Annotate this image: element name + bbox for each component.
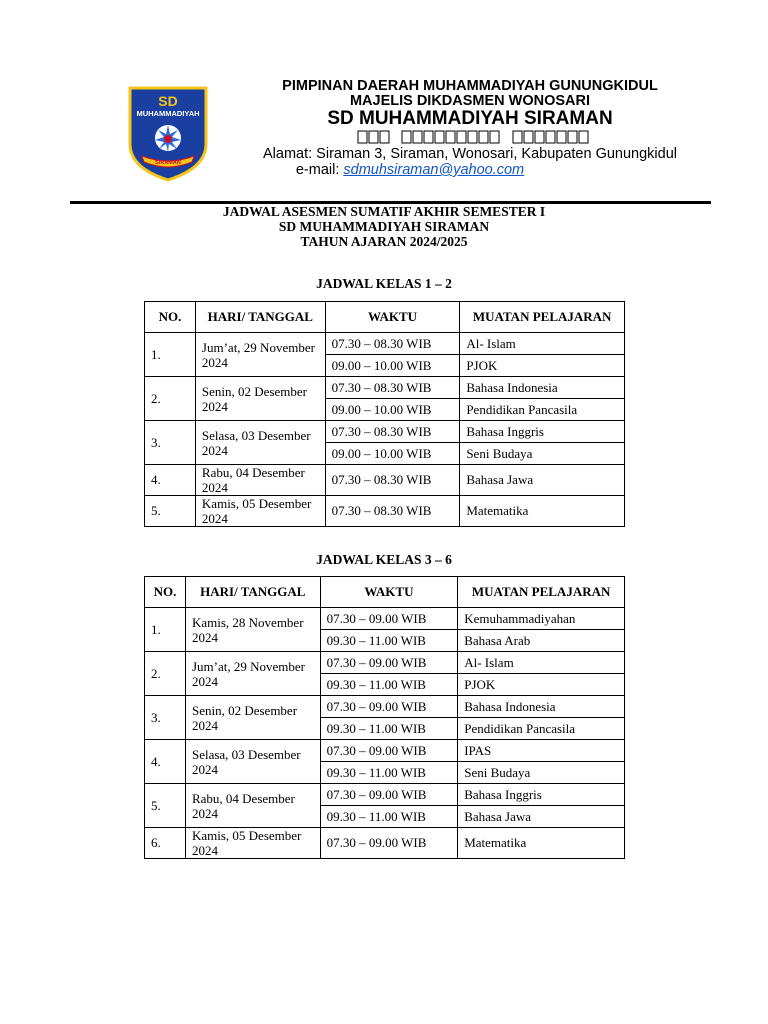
table-row (145, 608, 625, 630)
row-number: 6. (145, 828, 186, 859)
time-cell: 07.30 – 08.30 WIB (325, 377, 460, 399)
doc-title-line-2: SD MUHAMMADIYAH SIRAMAN (278, 219, 490, 234)
table-header-row (145, 302, 625, 333)
email-link[interactable]: sdmuhsiraman@yahoo.com (343, 162, 525, 178)
table-row (145, 828, 625, 859)
table-row (145, 496, 625, 527)
table-row (145, 696, 625, 718)
time-cell: 07.30 – 09.00 WIB (320, 784, 458, 806)
table-header-row (145, 577, 625, 608)
subject-cell: Pendidikan Pancasila (460, 399, 625, 421)
org-line-1: PIMPINAN DAERAH MUHAMMADIYAH GUNUNGKIDUL (282, 78, 658, 94)
subject-cell: PJOK (460, 355, 625, 377)
day-date-cell: Jum’at, 29 November 2024 (195, 333, 325, 377)
day-date-cell: Senin, 02 Desember 2024 (185, 696, 320, 740)
table-row (145, 740, 625, 762)
time-cell: 07.30 – 09.00 WIB (320, 608, 458, 630)
column-header: WAKTU (320, 577, 458, 608)
email-line (180, 162, 640, 178)
schedule-heading-1: JADWAL KELAS 1 – 2 (316, 276, 452, 291)
row-number: 1. (145, 608, 186, 652)
logo-ribbon-text: SIRAMAN (155, 160, 181, 166)
row-number: 1. (145, 333, 196, 377)
row-number: 5. (145, 496, 196, 527)
school-name: SD MUHAMMADIYAH SIRAMAN (327, 108, 613, 129)
day-date-cell: Kamis, 05 Desember 2024 (195, 496, 325, 527)
logo-text-top: SD (158, 93, 178, 109)
time-cell: 09.00 – 10.00 WIB (325, 443, 460, 465)
schedule-table-kelas-3-6 (144, 576, 625, 859)
day-date-cell: Kamis, 05 Desember 2024 (185, 828, 320, 859)
table-row (145, 421, 625, 443)
time-cell: 07.30 – 09.00 WIB (320, 828, 458, 859)
doc-title-line-1: JADWAL ASESMEN SUMATIF AKHIR SEMESTER I (222, 204, 546, 219)
subject-cell: Bahasa Jawa (458, 806, 625, 828)
row-number: 4. (145, 465, 196, 496)
time-cell: 07.30 – 08.30 WIB (325, 496, 460, 527)
subject-cell: Bahasa Inggris (458, 784, 625, 806)
subject-cell: Bahasa Indonesia (460, 377, 625, 399)
doc-title-line-3: TAHUN AJARAN 2024/2025 (300, 234, 468, 249)
time-cell: 07.30 – 08.30 WIB (325, 465, 460, 496)
arabic-script-placeholder (230, 128, 710, 146)
schedule-table-kelas-1-2 (144, 301, 625, 527)
time-cell: 07.30 – 09.00 WIB (320, 652, 458, 674)
table-row (145, 333, 625, 355)
time-cell: 07.30 – 09.00 WIB (320, 696, 458, 718)
time-cell: 09.30 – 11.00 WIB (320, 806, 458, 828)
time-cell: 09.30 – 11.00 WIB (320, 762, 458, 784)
school-address: Alamat: Siraman 3, Siraman, Wonosari, Kabupaten Gunungkidul (262, 146, 677, 162)
time-cell: 09.30 – 11.00 WIB (320, 630, 458, 652)
time-cell: 09.30 – 11.00 WIB (320, 674, 458, 696)
table-row (145, 377, 625, 399)
time-cell: 07.30 – 09.00 WIB (320, 740, 458, 762)
column-header: WAKTU (325, 302, 460, 333)
subject-cell: Matematika (458, 828, 625, 859)
day-date-cell: Selasa, 03 Desember 2024 (185, 740, 320, 784)
column-header: NO. (145, 302, 196, 333)
subject-cell: Pendidikan Pancasila (458, 718, 625, 740)
row-number: 4. (145, 740, 186, 784)
subject-cell: Al- Islam (460, 333, 625, 355)
subject-cell: Seni Budaya (458, 762, 625, 784)
column-header: MUATAN PELAJARAN (460, 302, 625, 333)
time-cell: 07.30 – 08.30 WIB (325, 333, 460, 355)
subject-cell: Kemuhammadiyahan (458, 608, 625, 630)
column-header: MUATAN PELAJARAN (458, 577, 625, 608)
row-number: 3. (145, 421, 196, 465)
subject-cell: Bahasa Indonesia (458, 696, 625, 718)
logo-text-mid: MUHAMMADIYAH (136, 109, 200, 118)
row-number: 3. (145, 696, 186, 740)
time-cell: 07.30 – 08.30 WIB (325, 421, 460, 443)
day-date-cell: Rabu, 04 Desember 2024 (185, 784, 320, 828)
subject-cell: Bahasa Jawa (460, 465, 625, 496)
subject-cell: PJOK (458, 674, 625, 696)
time-cell: 09.00 – 10.00 WIB (325, 399, 460, 421)
day-date-cell: Rabu, 04 Desember 2024 (195, 465, 325, 496)
row-number: 2. (145, 377, 196, 421)
day-date-cell: Selasa, 03 Desember 2024 (195, 421, 325, 465)
subject-cell: Bahasa Inggris (460, 421, 625, 443)
column-header: HARI/ TANGGAL (185, 577, 320, 608)
subject-cell: Seni Budaya (460, 443, 625, 465)
table-row (145, 652, 625, 674)
subject-cell: Al- Islam (458, 652, 625, 674)
column-header: NO. (145, 577, 186, 608)
time-cell: 09.30 – 11.00 WIB (320, 718, 458, 740)
day-date-cell: Kamis, 28 November 2024 (185, 608, 320, 652)
table-row (145, 784, 625, 806)
subject-cell: Matematika (460, 496, 625, 527)
org-line-2: MAJELIS DIKDASMEN WONOSARI (349, 93, 591, 109)
email-label: e-mail: (295, 162, 340, 178)
column-header: HARI/ TANGGAL (195, 302, 325, 333)
row-number: 2. (145, 652, 186, 696)
subject-cell: Bahasa Arab (458, 630, 625, 652)
day-date-cell: Jum’at, 29 November 2024 (185, 652, 320, 696)
day-date-cell: Senin, 02 Desember 2024 (195, 377, 325, 421)
time-cell: 09.00 – 10.00 WIB (325, 355, 460, 377)
table-row (145, 465, 625, 496)
schedule-heading-2: JADWAL KELAS 3 – 6 (316, 552, 452, 567)
subject-cell: IPAS (458, 740, 625, 762)
row-number: 5. (145, 784, 186, 828)
